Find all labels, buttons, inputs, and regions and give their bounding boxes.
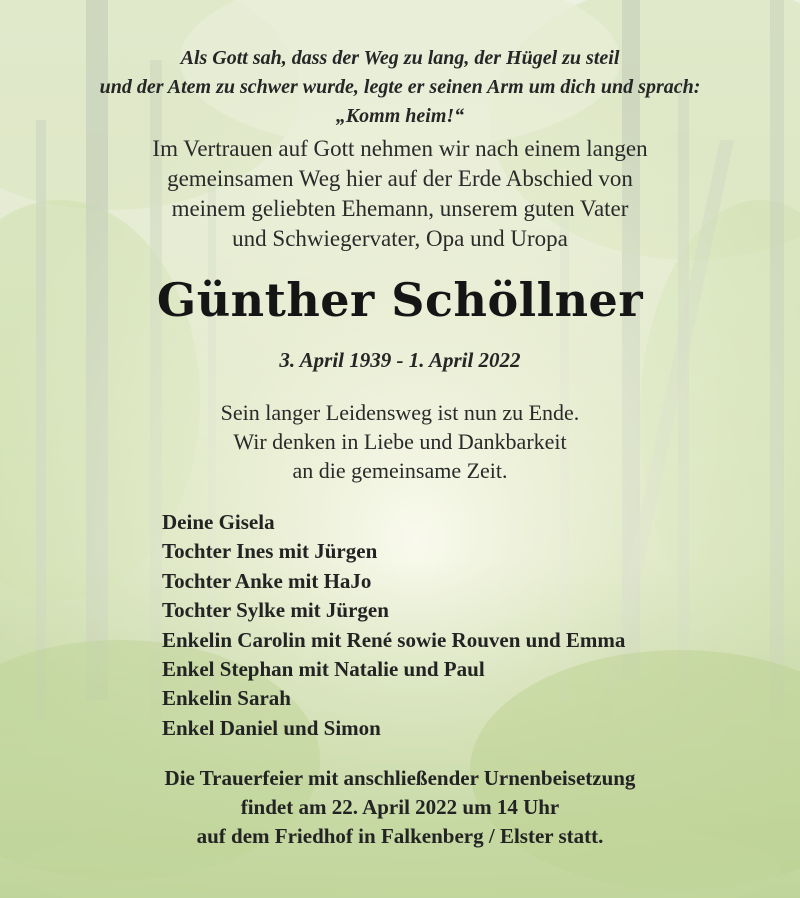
funeral-line: findet am 22. April 2022 um 14 Uhr (240, 795, 560, 819)
funeral-line: auf dem Friedhof in Falkenberg / Elster statt. (196, 824, 604, 848)
message-line: an die gemeinsame Zeit. (292, 458, 508, 483)
intro-line: Im Vertrauen auf Gott nehmen wir nach einem langen (152, 136, 648, 161)
message-line: Sein langer Leidensweg ist nun zu Ende. (220, 400, 580, 425)
mourner-entry: Enkelin Sarah (162, 686, 291, 711)
funeral-line: Die Trauerfeier mit anschließender Urnenbeisetzung (164, 766, 636, 790)
mourner-entry: Deine Gisela (162, 510, 275, 534)
opening-verse (0, 44, 800, 131)
funeral-notice (0, 764, 800, 851)
mourners-list (162, 508, 625, 743)
intro-line: und Schwiegervater, Opa und Uropa (232, 226, 568, 251)
mourner-entry: Tochter Sylke mit Jürgen (162, 598, 389, 623)
remembrance-message (0, 398, 800, 485)
verse-line: Als Gott sah, dass der Weg zu lang, der Hügel zu steil (180, 47, 620, 69)
intro-line: meinem geliebten Ehemann, unserem guten Vater (171, 196, 629, 221)
mourner-entry: Enkel Stephan mit Natalie und Paul (162, 657, 485, 682)
mourner-entry: Tochter Ines mit Jürgen (162, 539, 378, 564)
verse-line: „Komm heim!“ (335, 105, 465, 127)
mourner-entry: Enkelin Carolin mit René sowie Rouven und Emma (162, 627, 626, 652)
mourner-entry: Enkel Daniel und Simon (162, 715, 381, 740)
deceased-name: Günther Schöllner (156, 273, 644, 327)
farewell-intro (0, 134, 800, 254)
verse-line: und der Atem zu schwer wurde, legte er seinen Arm um dich und sprach: (99, 76, 701, 98)
mourner-entry: Tochter Anke mit HaJo (162, 568, 372, 593)
intro-line: gemeinsamen Weg hier auf der Erde Abschied von (167, 166, 633, 191)
life-dates: 3. April 1939 - 1. April 2022 (279, 348, 521, 372)
message-line: Wir denken in Liebe und Dankbarkeit (233, 429, 567, 454)
